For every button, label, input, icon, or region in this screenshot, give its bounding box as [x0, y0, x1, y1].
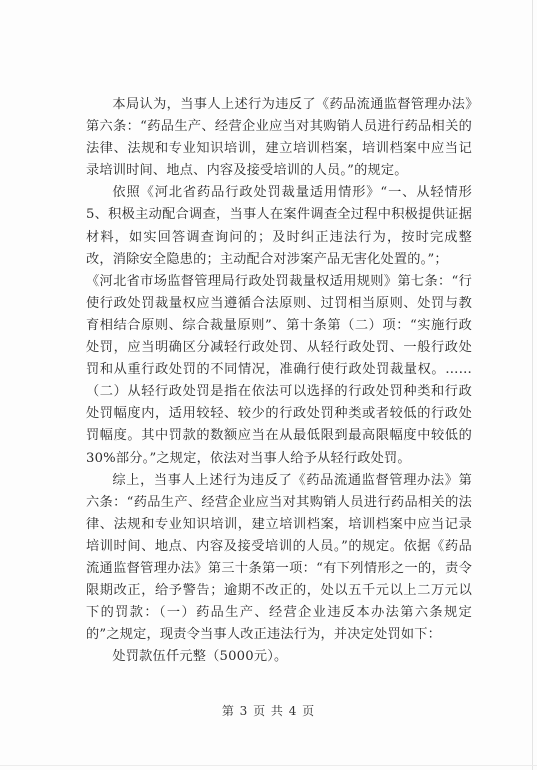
paragraph-discretion-rules: 《河北省市场监督管理局行政处罚裁量权适用规则》第七条：“行使行政处罚裁量权应当遵循合法原则、过罚相当原则、处罚与教育相结合原则、综合裁量原则”、第十条第（二）项：“实施行政处罚，应当明确区分减轻行政处罚、从轻行政处罚、一般行政处罚和从重行政处罚的不同情况，准确行使行政处罚裁量权。……（二）从轻行政处罚是指在依法可以选择的行政处罚种类和行政处罚幅度内，适用较轻、较少的行政处罚种类或者较低的行政处罚幅度。其中罚款的数额应当在从最低限到最高限幅度中较低的30%部分。”之规定，依法对当事人给予从轻行政处罚。: [86, 273, 472, 466]
paragraph-conclusion: 综上，当事人上述行为违反了《药品流通监督管理办法》第六条：“药品生产、经营企业应当对其购销人员进行药品相关的法律、法规和专业知识培训，建立培训档案，培训档案中应当记录培训时间、地点、内容及接受培训的人员。”的规定。依据《药品流通监督管理办法》第三十条第一项：“有下列情形之一的，责令限期改正，给予警告；逾期不改正的，处以五千元以上二万元以下的罚款：（一）药品生产、经营企业违反本办法第六条规定的”之规定，现责令当事人改正违法行为，并决定处罚如下：: [86, 472, 472, 643]
paragraph-lenient-circumstances: 依照《河北省药品行政处罚裁量适用情形》“一、从轻情形5、积极主动配合调查，当事人在案件调查全过程中积极提供证据材料，如实回答调查询问的；及时纠正违法行为，按时完成整改，消除安全隐患的；主动配合对涉案产品无害化处置的。”；: [86, 185, 472, 267]
paragraph-violation-finding: 本局认为，当事人上述行为违反了《药品流通监督管理办法》第六条：“药品生产、经营企业应当对其购销人员进行药品相关的法律、法规和专业知识培训，建立培训档案，培训档案中应当记录培训时间、地点、内容及接受培训的人员。”的规定。: [86, 97, 472, 179]
page-edge-bottom: [0, 765, 537, 766]
document-body: [86, 94, 472, 668]
paragraph-penalty: 处罚款伍仟元整（5000元）。: [112, 649, 288, 665]
page-number-footer: 第 3 页 共 4 页: [221, 704, 316, 718]
page-edge-right: [532, 0, 533, 770]
